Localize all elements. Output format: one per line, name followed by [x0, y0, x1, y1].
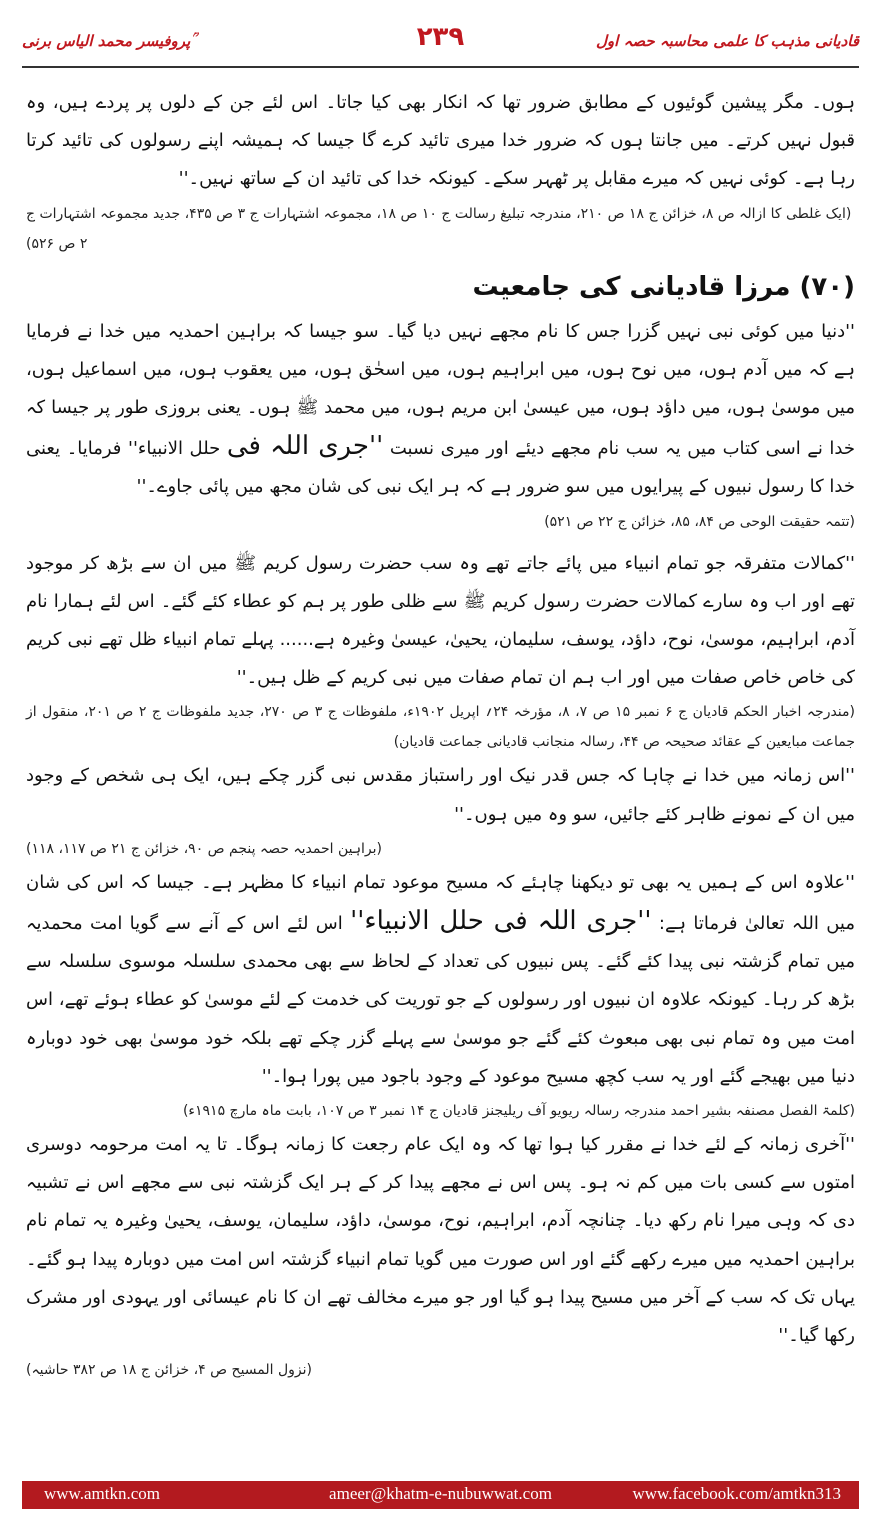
arabic-quote: ''جری اللہ فی — [226, 431, 384, 462]
email-link[interactable]: ameer@khatm-e-nubuwwat.com — [329, 1484, 552, 1503]
paragraph-text: ''دنیا میں کوئی نبی نہیں گزرا جس کا نام مجھے نہیں دیا گیا۔ سو جیسا کہ براہین احمدیہ میں خدا نے فرمایا ہے کہ میں آدم ہوں، میں نوح ہوں، میں ابراہیم ہوں، میں اسحٰق ہوں، میں یعقوب ہوں، میں اسماعیل ہوں، میں موسیٰ ہوں، میں داؤد ہوں، میں عیسیٰ ابن مریم ہوں، میں محمد ﷺ ہوں۔ یعنی بروزی طور پر جیسا کہ خدا نے اسی کتاب میں یہ سب نام مجھے دیئے اور میری نسبت — [26, 320, 855, 460]
paragraph — [26, 864, 855, 1096]
book-title: قادیانی مذہب کا علمی محاسبہ حصہ اول — [596, 32, 859, 50]
spacer — [26, 537, 855, 545]
facebook-link[interactable]: www.facebook.com/amtkn313 — [632, 1484, 841, 1503]
reference: (کلمۃ الفصل مصنفہ بشیر احمد مندرجہ رسالہ ریویو آف ریلیجنز قادیان ج ۱۴ نمبر ۳ ص ۱۰۷، بابت ماہ مارچ ۱۹۱۵ء) — [182, 1103, 855, 1120]
reference: (ایک غلطی کا ازالہ ص ۸، خزائن ج ۱۸ ص ۲۱۰، مندرجہ تبلیغ رسالت ج ۱۰ ص ۱۸، مجموعہ اشتہارات ج ۳ ص ۴۳۵، جدید مجموعہ اشتہارات ج ۲ ص ۵۲۶) — [26, 205, 852, 252]
website-link[interactable]: www.amtkn.com — [44, 1484, 160, 1503]
paragraph: ہوں۔ مگر پیشین گوئیوں کے مطابق ضرور تھا کہ انکار بھی کیا جاتا۔ اس لئے جن کے دلوں پر پردے ہیں، وہ قبول نہیں کرتے۔ میں جانتا ہوں کہ ضرور خدا میری تائید کرے گا جیسا کہ ہمیشہ اپنے رسولوں کی تائید کرتا رہا ہے۔ کوئی نہیں کہ میرے مقابل پر ٹھہر سکے۔ کیونکہ خدا کی تائید ان کے ساتھ نہیں۔'' — [26, 92, 855, 190]
page-header — [22, 22, 859, 62]
reference: (مندرجہ اخبار الحکم قادیان ج ۶ نمبر ۱۵ ص ۷، ۸، مؤرخہ ۲۴؍ اپریل ۱۹۰۲ء، ملفوظات ج ۳ ص ۲۷۰، جدید ملفوظات ج ۲ ص ۲۰۱، منقول از جماعت مبایعین کے عقائد صحیحہ ص ۴۴، رسالہ منجانب قادیانی جماعت قادیان) — [26, 704, 855, 751]
reference: (نزول المسیح ص ۴، خزائن ج ۱۸ ص ۳۸۲ حاشیہ) — [26, 1362, 312, 1379]
paragraph-text: ''علاوہ اس کے ہمیں یہ بھی تو دیکھنا چاہئے کہ مسیح موعود تمام انبیاء کا مظہر ہے۔ جیسا کہ اس کی شان میں اللہ تعالیٰ فرماتا ہے: — [26, 871, 855, 935]
paragraph-text: اس لئے اس کے آنے سے گویا امت محمدیہ میں تمام گزشتہ نبی پیدا کئے گئے۔ پس نبیوں کی تعداد کے لحاظ سے بھی محمدی سلسلہ موسوی سلسلہ سے بڑھ کر رہا۔ کیونکہ علاوہ ان نبیوں اور رسولوں کے جو توریت کی خدمت کے لئے موسیٰ کو عطاء ہوئے تھے، اس امت میں وہ تمام نبی بھی مبعوث کئے گئے جو موسیٰ سے پہلے گزر چکے تھے بلکہ خود موسیٰ بھی خود دوبارہ دنیا میں بھیجے گئے اور یہ سب کچھ مسیح موعود کے وجود باجود میں پورا ہوا۔'' — [26, 913, 855, 1087]
body-text — [26, 84, 855, 1385]
paragraph: ''آخری زمانہ کے لئے خدا نے مقرر کیا ہوا تھا کہ وہ ایک عام رجعت کا زمانہ ہوگا۔ تا یہ امت مرحومہ دوسری امتوں سے کسی بات میں کم نہ ہو۔ پس اس نے مجھے پیدا کر کے ہر ایک گزشتہ نبی سے مجھے اس نے تشبیہ دی کہ وہی میرا نام رکھ دیا۔ چنانچہ آدم، ابراہیم، نوح، موسیٰ، داؤد، سلیمان، یوسف، یحییٰ وغیرہ یہ تمام نام براہین احمدیہ میں میرے رکھے گئے اور اس صورت میں گویا تمام انبیاء گزشتہ اس امت میں دوبارہ پیدا ہو گئے۔ یہاں تک کہ سب کے آخر میں مسیح پیدا ہو گیا اور جو میرے مخالف تھے ان کا نام عیسائی اور یہودی اور مشرک رکھا گیا۔'' — [26, 1134, 856, 1347]
header-divider — [22, 66, 859, 68]
arabic-quote: ''جری اللہ فی حلل الانبیاء'' — [350, 906, 652, 937]
paragraph: ''اس زمانہ میں خدا نے چاہا کہ جس قدر نیک اور راستباز مقدس نبی گزر چکے ہیں، ایک ہی شخص کے وجود میں ان کے نمونے ظاہر کئے جائیں، سو وہ میں ہوں۔'' — [26, 765, 855, 825]
reference: (براہین احمدیہ حصہ پنجم ص ۹۰، خزائن ج ۲۱ ص ۱۱۷، ۱۱۸) — [26, 840, 383, 857]
paragraph: ''کمالات متفرقہ جو تمام انبیاء میں پائے جاتے تھے وہ سب حضرت رسول کریم ﷺ میں ان سے بڑھ کر موجود تھے اور اب وہ سارے کمالات حضرت رسول کریم ﷺ سے ظلی طور پر ہم کو عطاء کئے گئے۔ اس لئے ہمارا نام آدم، ابراہیم، موسیٰ، نوح، داؤد، یوسف، سلیمان، یحییٰ، عیسیٰ وغیرہ ہے...... پہلے تمام انبیاء ظل تھے نبی کریم کی خاص خاص صفات میں اور اب ہم ان تمام صفات میں نبی کریم کے ظل ہیں۔'' — [26, 552, 855, 689]
page-footer — [22, 1481, 859, 1509]
reference: (تتمہ حقیقت الوحی ص ۸۴، ۸۵، خزائن ج ۲۲ ص ۵۲۱) — [544, 513, 855, 530]
paragraph-text: حلل الانبیاء'' فرمایا۔ یعنی خدا کا رسول نبیوں کے پیرایوں میں سو ضرور ہے کہ ہر ایک نبی کی شان مجھ میں پائی جاوے۔'' — [26, 438, 855, 498]
author-name: پروفیسر محمد الیاس برنی ؒ — [22, 32, 195, 50]
page-number: ۲۳۹ — [416, 22, 465, 52]
section-heading: (۷۰) مرزا قادیانی کی جامعیت — [472, 271, 855, 302]
paragraph — [26, 313, 855, 507]
